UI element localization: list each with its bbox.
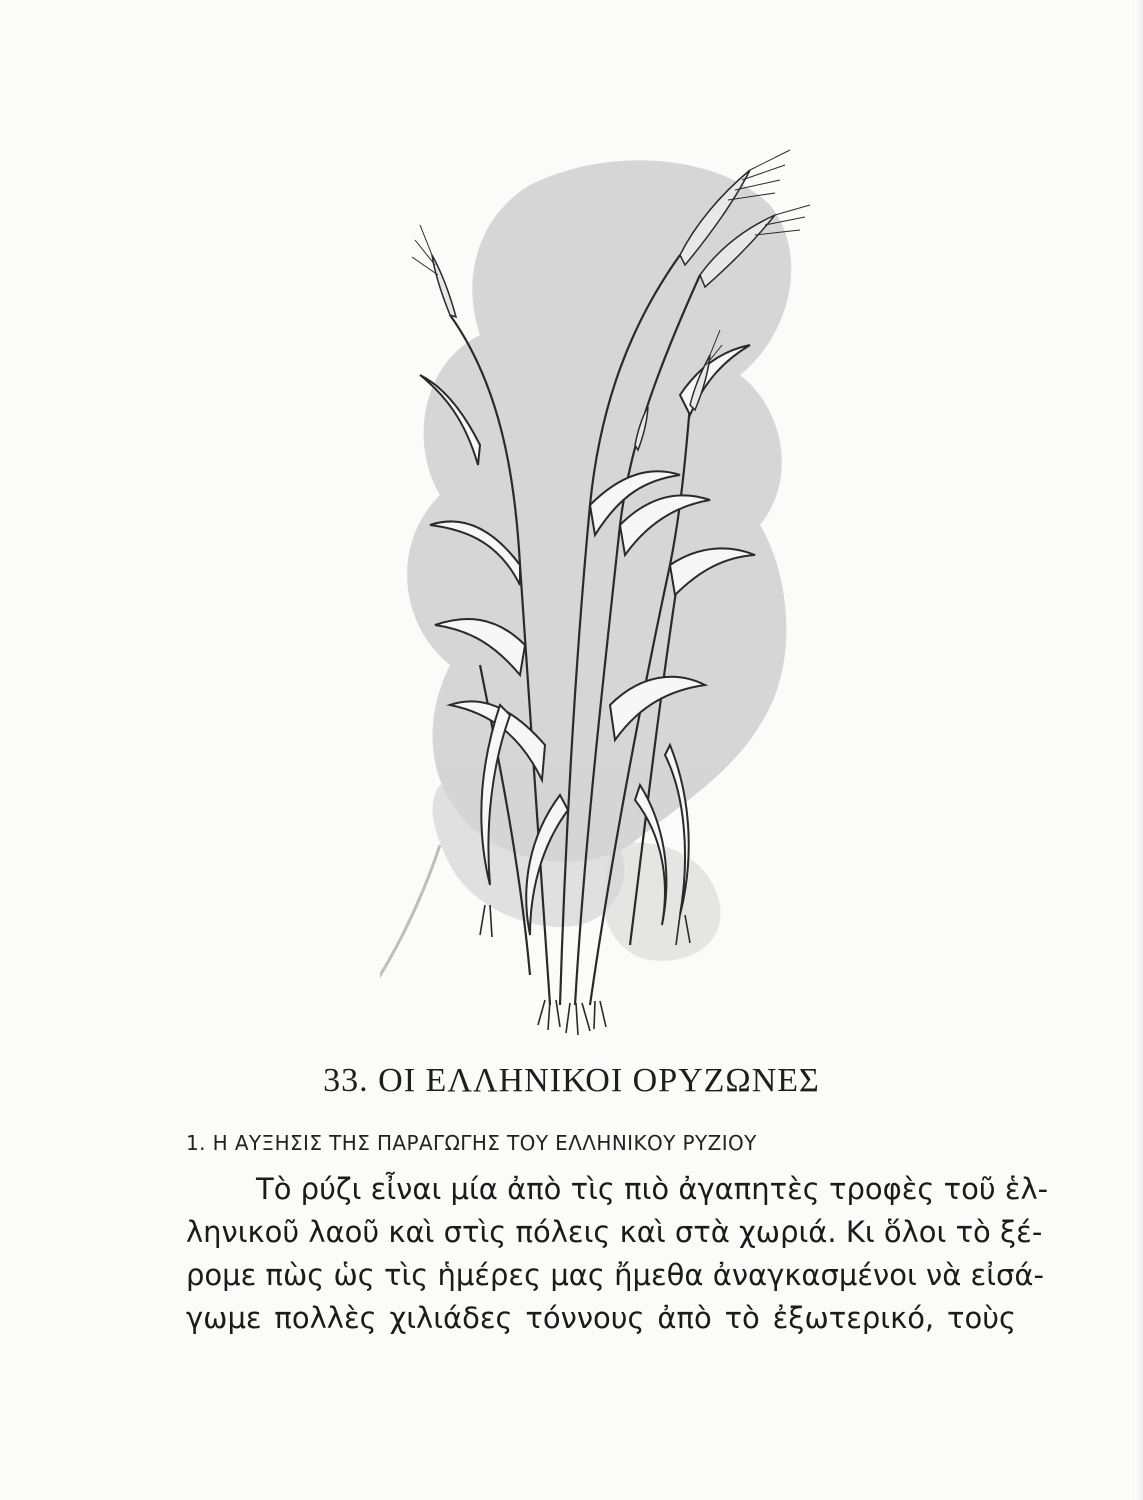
chapter-title: 33. ΟΙ ΕΛΛΗΝΙΚΟΙ ΟΡΥΖΩΝΕΣ — [323, 1062, 820, 1099]
page-edge — [1135, 0, 1143, 1500]
paragraph-line: Τὸ ρύζι εἶναι μία ἀπὸ τὶς πιὸ ἀγαπητὲς τροφὲς τοῦ ἑλ- — [256, 1172, 1049, 1206]
paragraph-line: ληνικοῦ λαοῦ καὶ στὶς πόλεις καὶ στὰ χωριά. Κι ὅλοι τὸ ξέ- — [186, 1215, 1043, 1249]
body-paragraph — [186, 1168, 1049, 1340]
paragraph-line: ρομε πὼς ὡς τὶς ἡμέρες μας ἤμεθα ἀναγκασμένοι νὰ εἰσά- — [186, 1258, 1044, 1292]
rice-plant-illustration — [380, 145, 820, 1065]
section-heading: 1. Η ΑΥΞΗΣΙΣ ΤΗΣ ΠΑΡΑΓΩΓΗΣ ΤΟΥ ΕΛΛΗΝΙΚΟΥ ΡΥΖΙΟΥ — [186, 1131, 757, 1155]
paragraph-line: γωμε πολλὲς χιλιάδες τόννους ἀπὸ τὸ ἐξωτερικό, τοὺς — [186, 1301, 1016, 1335]
